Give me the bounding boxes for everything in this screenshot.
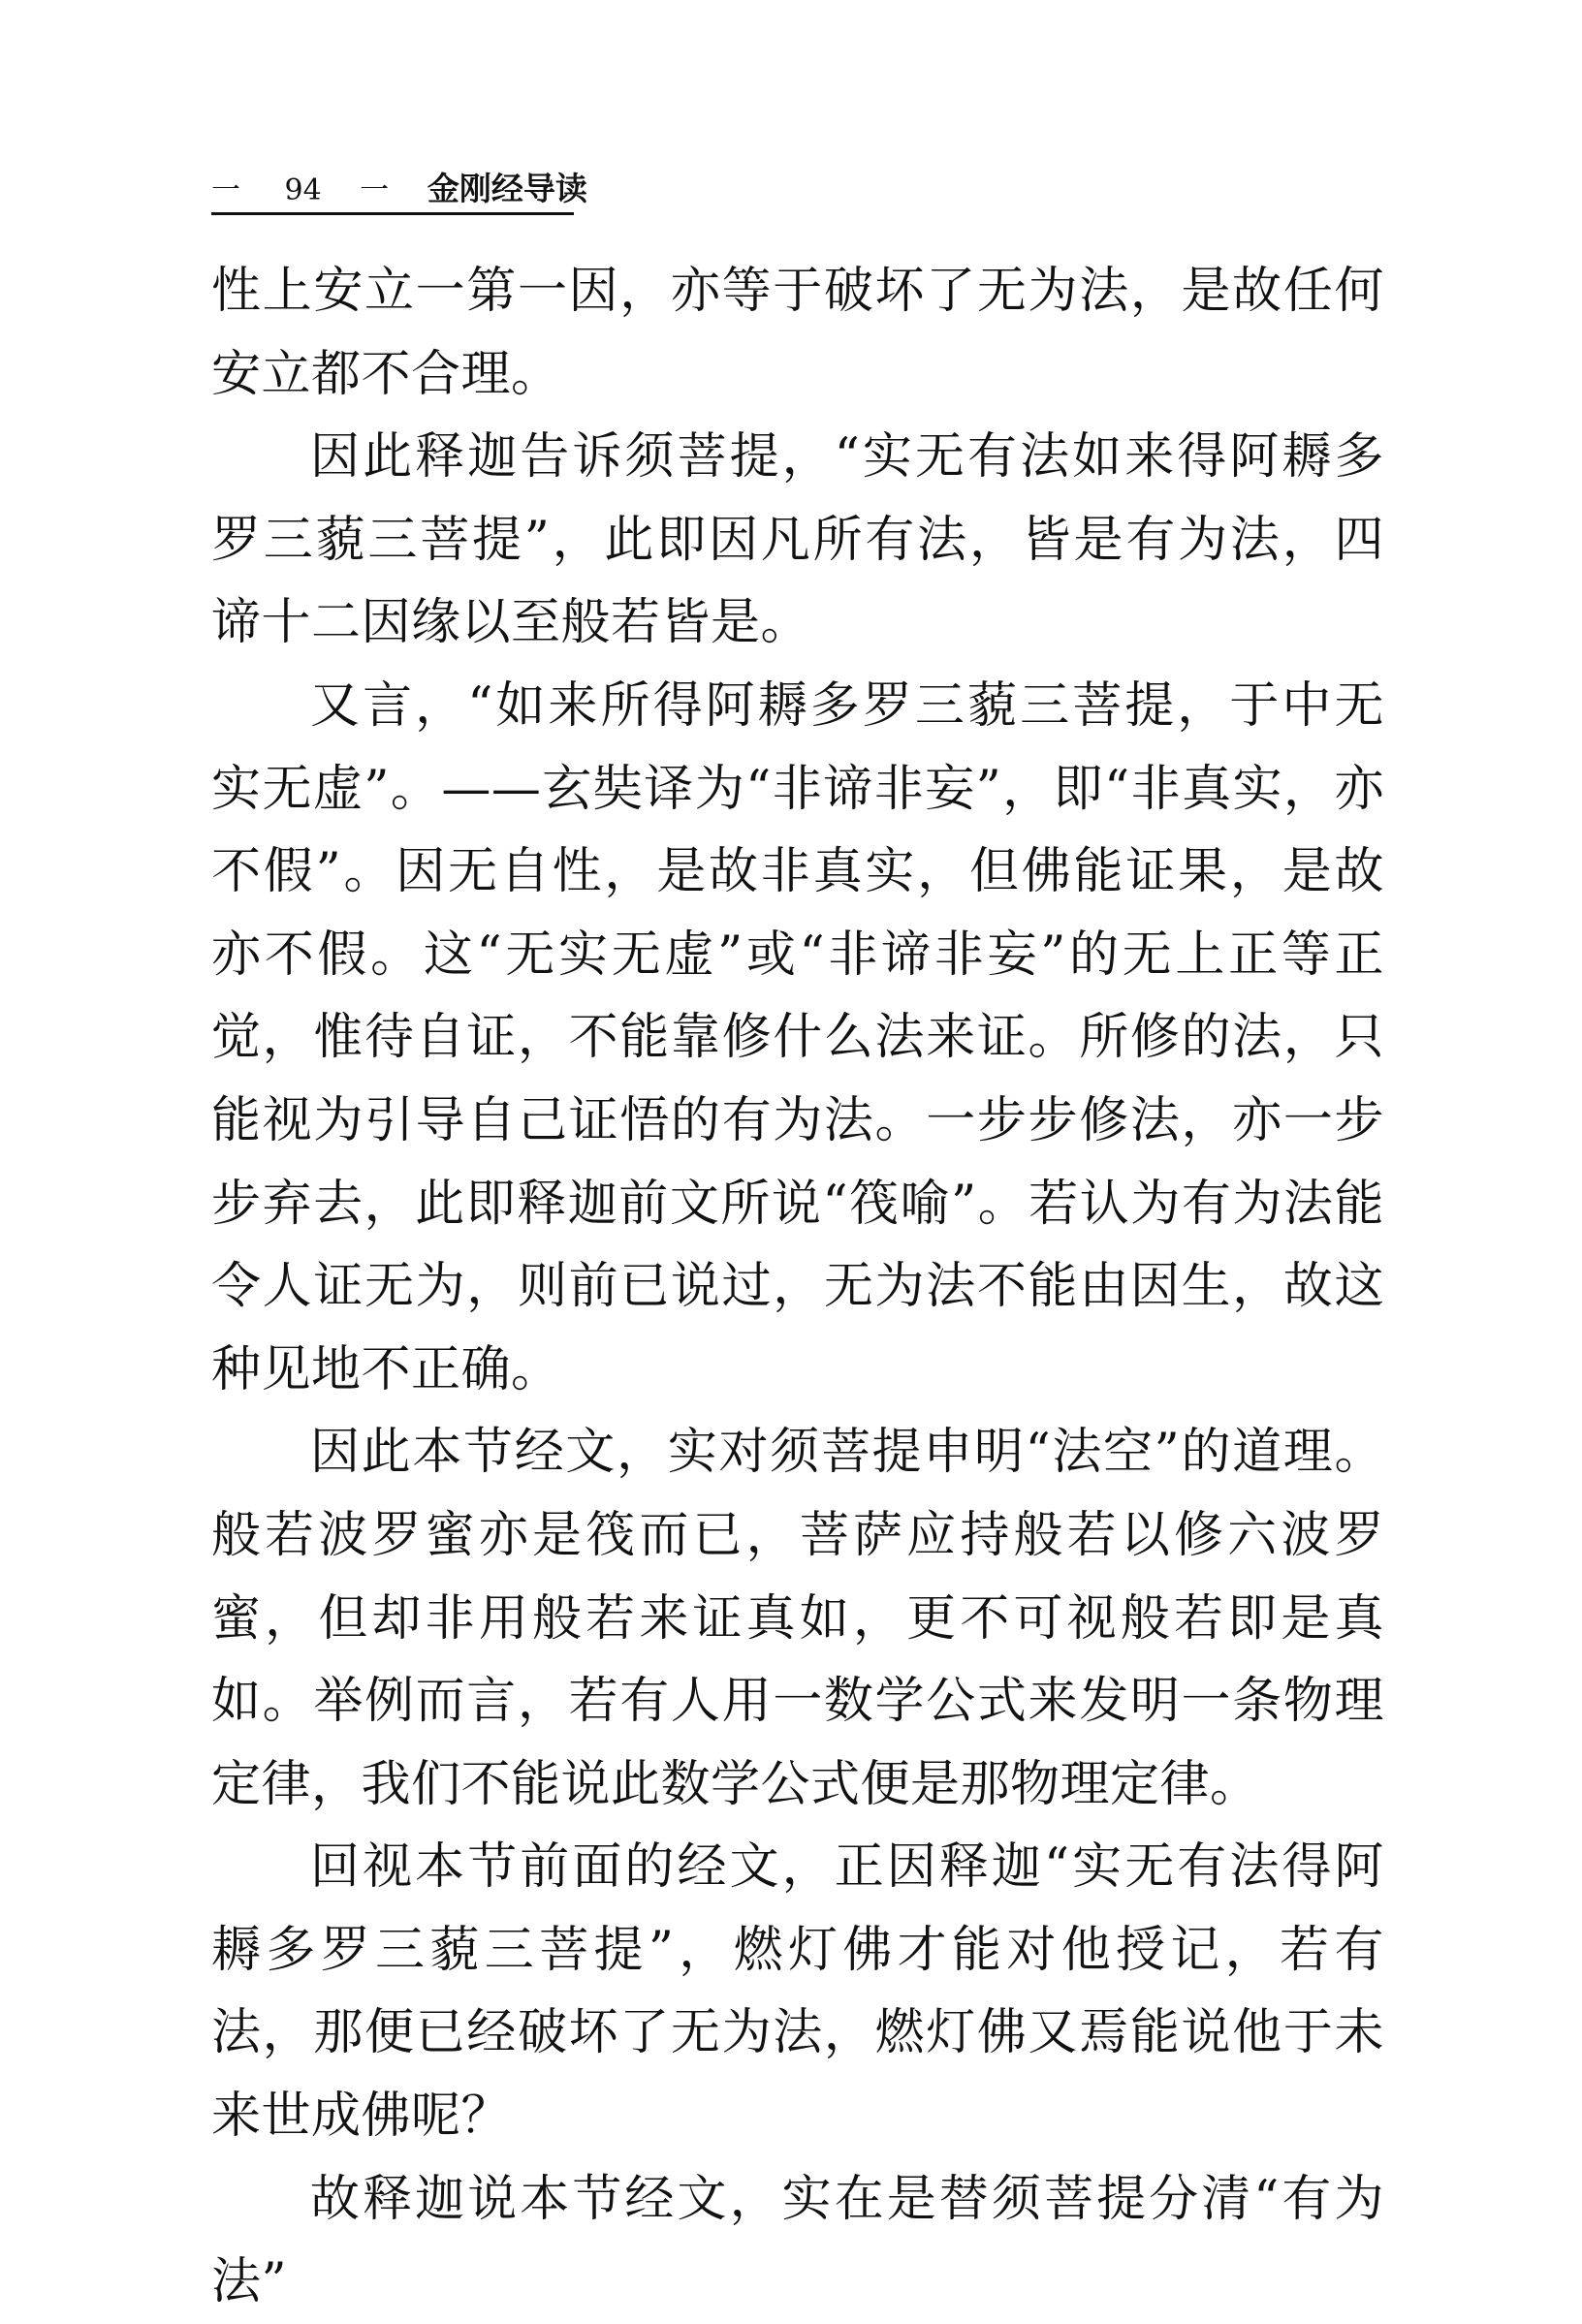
paragraph: 回视本节前面的经文，正因释迦“实无有法得阿耨多罗三藐三菩提”，燃灯佛才能对他授记，若有法，那便已经破坏了无为法，燃灯佛又焉能说他于未来世成佛呢？ xyxy=(211,1838,1384,2146)
header-dash-left: 一 xyxy=(211,173,240,207)
paragraph: 又言，“如来所得阿耨多罗三藐三菩提，于中无实无虚”。——玄奘译为“非谛非妄”，即“非真实，亦不假”。因无自性，是故非真实，但佛能证果，是故亦不假。这“无实无虚”或“非谛非妄”的无上正等正觉，惟待自证，不能靠修什么法来证。所修的法，只能视为引导自己证悟的有为法。一步步修法，亦一步步弃去，此即释迦前文所说“筏喻”。若认为有为法能令人证无为，则前已说过，无为法不能由因生，故这种见地不正确。 xyxy=(211,676,1384,1398)
paragraph: 故释迦说本节经文，实在是替须菩提分清“有为法” xyxy=(211,2170,1384,2311)
header-dash-right: 一 xyxy=(360,173,390,207)
paragraph: 因此释迦告诉须菩提，“实无有法如来得阿耨多罗三藐三菩提”，此即因凡所有法，皆是有为法，四谛十二因缘以至般若皆是。 xyxy=(211,428,1384,652)
page-number: 94 xyxy=(284,173,322,207)
paragraph: 因此本节经文，实对须菩提申明“法空”的道理。般若波罗蜜亦是筏而已，菩萨应持般若以修六波罗蜜，但却非用般若来证真如，更不可视般若即是真如。举例而言，若有人用一数学公式来发明一条物理定律，我们不能说此数学公式便是那物理定律。 xyxy=(211,1424,1384,1813)
book-title: 金刚经导读 xyxy=(427,170,587,207)
paragraph-continued: 性上安立一第一因，亦等于破坏了无为法，是故任何安立都不合理。 xyxy=(211,263,1384,403)
page-body xyxy=(211,250,1384,2324)
running-header xyxy=(211,167,587,215)
